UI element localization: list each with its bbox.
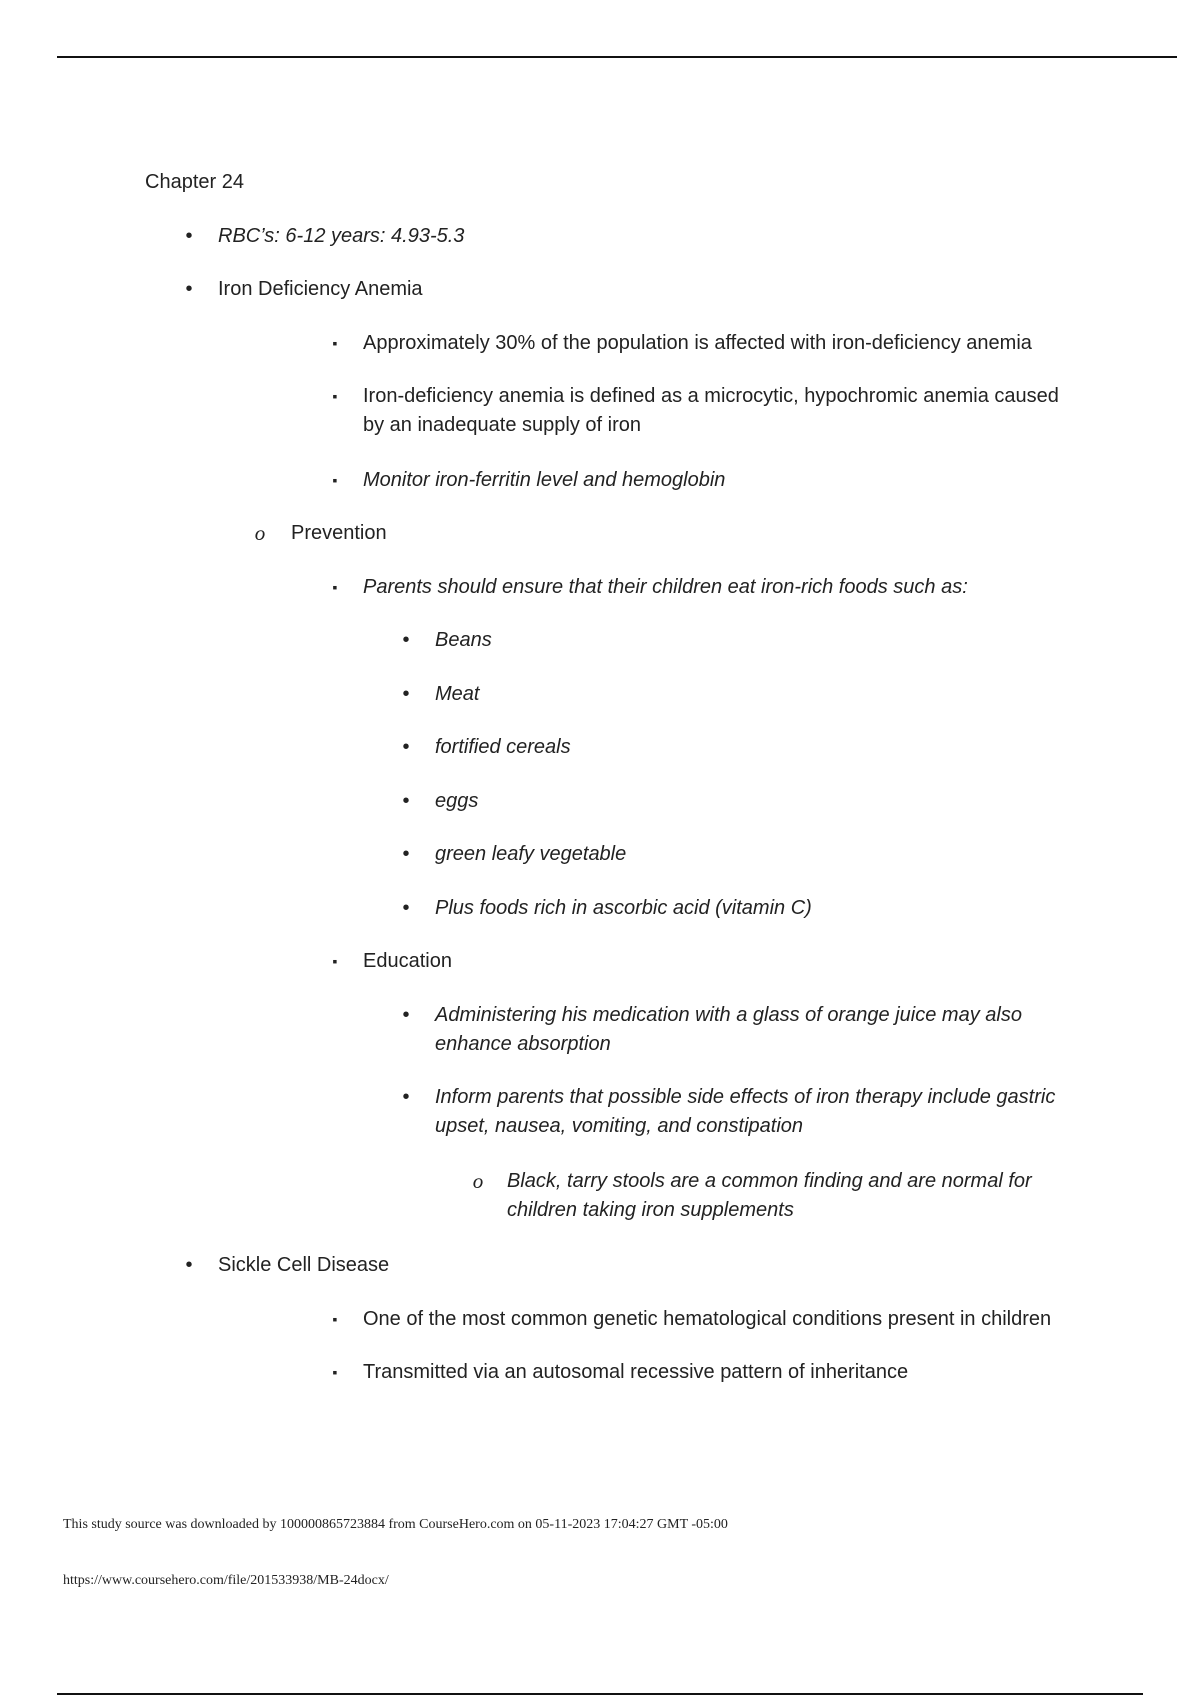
list-item-education: Education [363, 950, 452, 972]
list-item-food-cereals: fortified cereals [435, 736, 571, 758]
list-item-food-meat: Meat [435, 683, 480, 705]
bullet-circle-icon: o [254, 521, 266, 545]
bullet-dot-icon: • [402, 1004, 410, 1026]
list-item-education-orange-juice: Administering his medication with a glass of orange juice may also enhance absorption [435, 1004, 1022, 1055]
source-url[interactable]: https://www.coursehero.com/file/201533938/MB-24docx/ [63, 1573, 389, 1588]
bullet-dot-icon: • [402, 736, 410, 758]
list-item-prevention-parents: Parents should ensure that their children eat iron-rich foods such as: [363, 576, 968, 598]
bullet-square-icon: ▪ [332, 953, 338, 969]
chapter-heading: Chapter 24 [145, 171, 244, 193]
bullet-dot-icon: • [402, 843, 410, 865]
bullet-square-icon: ▪ [332, 472, 338, 488]
list-item-prevention: Prevention [291, 522, 387, 544]
bullet-square-icon: ▪ [332, 335, 338, 351]
list-item-rbc: RBC’s: 6-12 years: 4.93-5.3 [218, 225, 465, 247]
bullet-dot-icon: • [185, 225, 193, 247]
list-item-scd-common: One of the most common genetic hematological conditions present in children [363, 1308, 1052, 1330]
bullet-dot-icon: • [185, 1254, 193, 1276]
bullet-dot-icon: • [402, 683, 410, 705]
bullet-square-icon: ▪ [332, 1364, 338, 1380]
bullet-dot-icon: • [402, 897, 410, 919]
list-item-black-stools: Black, tarry stools are a common finding and are normal for children taking iron supplements [507, 1170, 1032, 1221]
top-divider [57, 56, 1177, 58]
bullet-square-icon: ▪ [332, 388, 338, 404]
bullet-dot-icon: • [402, 790, 410, 812]
list-item-food-vegetable: green leafy vegetable [435, 843, 627, 865]
list-item-education-side-effects: Inform parents that possible side effects of iron therapy include gastric upset, nausea, vomiting, and constipation [435, 1086, 1056, 1137]
list-item-sickle-cell-disease: Sickle Cell Disease [218, 1254, 390, 1276]
list-item-food-beans: Beans [435, 629, 492, 651]
bullet-square-icon: ▪ [332, 579, 338, 595]
list-item-scd-inheritance: Transmitted via an autosomal recessive pattern of inheritance [363, 1361, 909, 1383]
list-item-ida-population: Approximately 30% of the population is affected with iron-deficiency anemia [363, 332, 1032, 354]
list-item-iron-deficiency-anemia: Iron Deficiency Anemia [218, 278, 423, 300]
download-note: This study source was downloaded by 100000865723884 from CourseHero.com on 05-11-2023 17:04:27 GMT -05:00 [63, 1517, 728, 1532]
bullet-circle-icon: o [472, 1169, 484, 1193]
bullet-dot-icon: • [185, 278, 193, 300]
list-item-ida-definition: Iron-deficiency anemia is defined as a microcytic, hypochromic anemia caused by an inadequate supply of iron [363, 385, 1059, 436]
list-item-food-eggs: eggs [435, 790, 479, 812]
bottom-divider [57, 1693, 1143, 1695]
list-item-food-vitamin-c: Plus foods rich in ascorbic acid (vitamin C) [435, 897, 812, 919]
bullet-dot-icon: • [402, 629, 410, 651]
bullet-dot-icon: • [402, 1086, 410, 1108]
bullet-square-icon: ▪ [332, 1311, 338, 1327]
list-item-ida-monitor: Monitor iron-ferritin level and hemoglobin [363, 469, 726, 491]
